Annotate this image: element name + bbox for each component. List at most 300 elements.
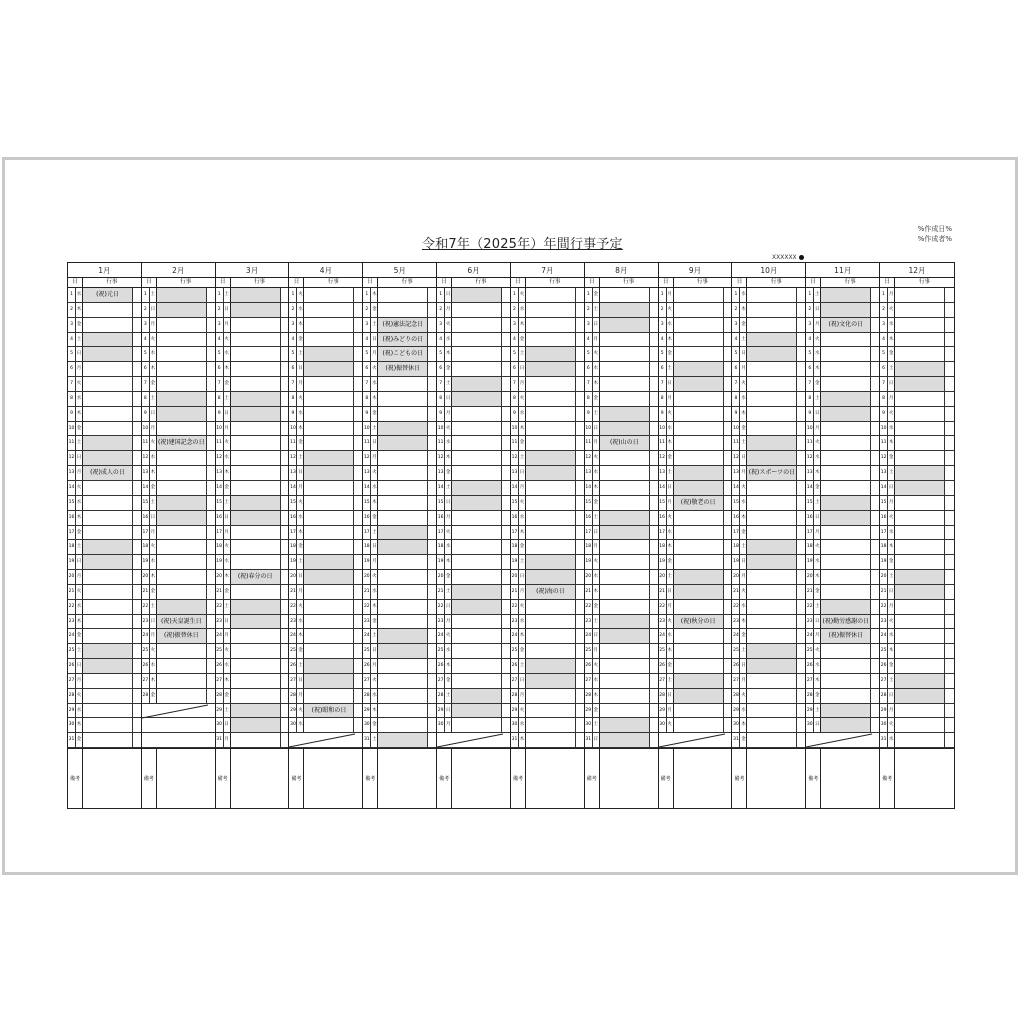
event-cell[interactable] xyxy=(895,644,945,658)
event-cell[interactable] xyxy=(895,674,945,688)
extra-cell[interactable] xyxy=(576,451,584,465)
event-cell[interactable] xyxy=(821,333,871,347)
event-cell[interactable] xyxy=(452,570,502,584)
extra-cell[interactable] xyxy=(797,407,805,421)
extra-cell[interactable] xyxy=(724,718,732,732)
event-cell[interactable] xyxy=(452,718,502,732)
event-cell[interactable] xyxy=(83,615,133,629)
extra-cell[interactable] xyxy=(207,511,215,525)
event-cell[interactable] xyxy=(378,585,428,599)
extra-cell[interactable] xyxy=(133,526,141,540)
event-cell[interactable] xyxy=(747,704,797,718)
extra-cell[interactable] xyxy=(428,451,436,465)
extra-cell[interactable] xyxy=(354,511,362,525)
event-cell[interactable]: (祝)山の日 xyxy=(600,436,650,450)
extra-cell[interactable] xyxy=(428,555,436,569)
event-cell[interactable] xyxy=(304,718,354,732)
extra-cell[interactable] xyxy=(207,451,215,465)
event-cell[interactable] xyxy=(452,674,502,688)
extra-cell[interactable] xyxy=(576,555,584,569)
extra-cell[interactable] xyxy=(650,526,658,540)
extra-cell[interactable] xyxy=(871,392,879,406)
event-cell[interactable] xyxy=(452,466,502,480)
event-cell[interactable] xyxy=(821,407,871,421)
event-cell[interactable] xyxy=(674,422,724,436)
event-cell[interactable] xyxy=(452,318,502,332)
extra-cell[interactable] xyxy=(281,704,289,718)
event-cell[interactable]: (祝)振替休日 xyxy=(378,362,428,376)
extra-cell[interactable] xyxy=(576,540,584,554)
event-cell[interactable] xyxy=(747,318,797,332)
extra-cell[interactable] xyxy=(871,718,879,732)
event-cell[interactable] xyxy=(895,392,945,406)
event-cell[interactable] xyxy=(674,718,724,732)
extra-cell[interactable] xyxy=(650,347,658,361)
event-cell[interactable] xyxy=(157,526,207,540)
event-cell[interactable] xyxy=(821,466,871,480)
event-cell[interactable] xyxy=(600,318,650,332)
extra-cell[interactable] xyxy=(650,511,658,525)
event-cell[interactable] xyxy=(895,511,945,525)
extra-cell[interactable] xyxy=(797,362,805,376)
extra-cell[interactable] xyxy=(133,629,141,643)
event-cell[interactable] xyxy=(674,333,724,347)
event-cell[interactable] xyxy=(674,347,724,361)
extra-cell[interactable] xyxy=(502,466,510,480)
extra-cell[interactable] xyxy=(133,362,141,376)
extra-cell[interactable] xyxy=(207,377,215,391)
event-cell[interactable] xyxy=(674,288,724,302)
event-cell[interactable] xyxy=(747,422,797,436)
event-cell[interactable] xyxy=(231,347,281,361)
event-cell[interactable] xyxy=(821,540,871,554)
extra-cell[interactable] xyxy=(724,422,732,436)
extra-cell[interactable] xyxy=(945,466,954,480)
event-cell[interactable] xyxy=(83,451,133,465)
extra-cell[interactable] xyxy=(797,288,805,302)
extra-cell[interactable] xyxy=(207,496,215,510)
extra-cell[interactable] xyxy=(354,333,362,347)
extra-cell[interactable] xyxy=(207,392,215,406)
event-cell[interactable] xyxy=(452,704,502,718)
extra-cell[interactable] xyxy=(428,303,436,317)
extra-cell[interactable] xyxy=(502,674,510,688)
event-cell[interactable] xyxy=(83,555,133,569)
event-cell[interactable] xyxy=(600,333,650,347)
extra-cell[interactable] xyxy=(428,659,436,673)
event-cell[interactable] xyxy=(674,629,724,643)
event-cell[interactable]: (祝)敬老の日 xyxy=(674,496,724,510)
event-cell[interactable] xyxy=(674,600,724,614)
event-cell[interactable] xyxy=(231,629,281,643)
event-cell[interactable] xyxy=(600,347,650,361)
event-cell[interactable] xyxy=(83,377,133,391)
extra-cell[interactable] xyxy=(724,704,732,718)
extra-cell[interactable] xyxy=(133,347,141,361)
extra-cell[interactable] xyxy=(945,481,954,495)
event-cell[interactable] xyxy=(452,511,502,525)
remarks-cell[interactable] xyxy=(304,749,362,808)
extra-cell[interactable] xyxy=(354,303,362,317)
extra-cell[interactable] xyxy=(281,540,289,554)
event-cell[interactable] xyxy=(600,689,650,703)
extra-cell[interactable] xyxy=(207,570,215,584)
extra-cell[interactable] xyxy=(650,303,658,317)
extra-cell[interactable] xyxy=(281,555,289,569)
event-cell[interactable] xyxy=(526,704,576,718)
event-cell[interactable] xyxy=(452,481,502,495)
event-cell[interactable] xyxy=(304,659,354,673)
extra-cell[interactable] xyxy=(724,333,732,347)
event-cell[interactable] xyxy=(821,526,871,540)
event-cell[interactable] xyxy=(157,333,207,347)
extra-cell[interactable] xyxy=(576,481,584,495)
event-cell[interactable]: (祝)憲法記念日 xyxy=(378,318,428,332)
event-cell[interactable] xyxy=(157,451,207,465)
extra-cell[interactable] xyxy=(207,629,215,643)
extra-cell[interactable] xyxy=(502,600,510,614)
event-cell[interactable] xyxy=(674,585,724,599)
event-cell[interactable] xyxy=(674,451,724,465)
remarks-cell[interactable] xyxy=(526,749,584,808)
extra-cell[interactable] xyxy=(281,347,289,361)
event-cell[interactable] xyxy=(526,555,576,569)
extra-cell[interactable] xyxy=(576,288,584,302)
extra-cell[interactable] xyxy=(650,466,658,480)
event-cell[interactable] xyxy=(452,451,502,465)
event-cell[interactable] xyxy=(83,674,133,688)
event-cell[interactable] xyxy=(747,600,797,614)
extra-cell[interactable] xyxy=(502,451,510,465)
event-cell[interactable] xyxy=(304,303,354,317)
extra-cell[interactable] xyxy=(428,629,436,643)
event-cell[interactable] xyxy=(378,704,428,718)
event-cell[interactable] xyxy=(452,644,502,658)
extra-cell[interactable] xyxy=(281,392,289,406)
event-cell[interactable] xyxy=(452,540,502,554)
event-cell[interactable] xyxy=(821,436,871,450)
event-cell[interactable] xyxy=(83,644,133,658)
event-cell[interactable] xyxy=(747,377,797,391)
event-cell[interactable] xyxy=(83,629,133,643)
extra-cell[interactable] xyxy=(428,436,436,450)
extra-cell[interactable] xyxy=(797,733,805,747)
event-cell[interactable] xyxy=(747,436,797,450)
extra-cell[interactable] xyxy=(724,496,732,510)
event-cell[interactable] xyxy=(821,585,871,599)
event-cell[interactable] xyxy=(231,318,281,332)
extra-cell[interactable] xyxy=(797,615,805,629)
extra-cell[interactable] xyxy=(502,704,510,718)
extra-cell[interactable] xyxy=(650,540,658,554)
event-cell[interactable] xyxy=(747,303,797,317)
extra-cell[interactable] xyxy=(576,362,584,376)
extra-cell[interactable] xyxy=(724,570,732,584)
event-cell[interactable] xyxy=(83,333,133,347)
extra-cell[interactable] xyxy=(797,689,805,703)
event-cell[interactable] xyxy=(83,436,133,450)
event-cell[interactable] xyxy=(83,659,133,673)
extra-cell[interactable] xyxy=(428,540,436,554)
extra-cell[interactable] xyxy=(354,585,362,599)
extra-cell[interactable] xyxy=(797,481,805,495)
event-cell[interactable] xyxy=(747,718,797,732)
event-cell[interactable] xyxy=(83,570,133,584)
event-cell[interactable] xyxy=(83,392,133,406)
extra-cell[interactable] xyxy=(133,422,141,436)
extra-cell[interactable] xyxy=(724,689,732,703)
event-cell[interactable] xyxy=(157,481,207,495)
event-cell[interactable] xyxy=(895,407,945,421)
extra-cell[interactable] xyxy=(502,436,510,450)
event-cell[interactable] xyxy=(821,718,871,732)
extra-cell[interactable] xyxy=(576,496,584,510)
event-cell[interactable] xyxy=(747,347,797,361)
event-cell[interactable] xyxy=(378,377,428,391)
event-cell[interactable] xyxy=(378,570,428,584)
event-cell[interactable] xyxy=(895,540,945,554)
extra-cell[interactable] xyxy=(281,288,289,302)
event-cell[interactable] xyxy=(674,540,724,554)
event-cell[interactable] xyxy=(378,644,428,658)
event-cell[interactable] xyxy=(747,392,797,406)
extra-cell[interactable] xyxy=(945,615,954,629)
event-cell[interactable] xyxy=(304,629,354,643)
event-cell[interactable] xyxy=(231,436,281,450)
event-cell[interactable] xyxy=(526,526,576,540)
extra-cell[interactable] xyxy=(724,555,732,569)
extra-cell[interactable] xyxy=(502,377,510,391)
extra-cell[interactable] xyxy=(133,407,141,421)
event-cell[interactable] xyxy=(378,303,428,317)
extra-cell[interactable] xyxy=(502,526,510,540)
extra-cell[interactable] xyxy=(576,629,584,643)
event-cell[interactable] xyxy=(747,570,797,584)
event-cell[interactable] xyxy=(526,362,576,376)
event-cell[interactable]: (祝)こどもの日 xyxy=(378,347,428,361)
event-cell[interactable] xyxy=(231,333,281,347)
event-cell[interactable] xyxy=(526,318,576,332)
event-cell[interactable] xyxy=(526,303,576,317)
event-cell[interactable] xyxy=(231,674,281,688)
extra-cell[interactable] xyxy=(650,674,658,688)
event-cell[interactable] xyxy=(231,615,281,629)
extra-cell[interactable] xyxy=(650,318,658,332)
event-cell[interactable] xyxy=(674,466,724,480)
event-cell[interactable] xyxy=(895,570,945,584)
extra-cell[interactable] xyxy=(797,303,805,317)
event-cell[interactable]: (祝)昭和の日 xyxy=(304,704,354,718)
event-cell[interactable] xyxy=(231,451,281,465)
event-cell[interactable] xyxy=(157,600,207,614)
extra-cell[interactable] xyxy=(281,659,289,673)
extra-cell[interactable] xyxy=(945,436,954,450)
extra-cell[interactable] xyxy=(797,496,805,510)
extra-cell[interactable] xyxy=(650,600,658,614)
extra-cell[interactable] xyxy=(797,555,805,569)
extra-cell[interactable] xyxy=(797,629,805,643)
extra-cell[interactable] xyxy=(871,615,879,629)
extra-cell[interactable] xyxy=(724,451,732,465)
event-cell[interactable] xyxy=(231,585,281,599)
event-cell[interactable] xyxy=(526,466,576,480)
event-cell[interactable] xyxy=(821,422,871,436)
extra-cell[interactable] xyxy=(724,659,732,673)
event-cell[interactable] xyxy=(747,362,797,376)
extra-cell[interactable] xyxy=(133,496,141,510)
extra-cell[interactable] xyxy=(871,629,879,643)
event-cell[interactable] xyxy=(674,377,724,391)
event-cell[interactable] xyxy=(600,377,650,391)
extra-cell[interactable] xyxy=(576,318,584,332)
event-cell[interactable] xyxy=(895,526,945,540)
extra-cell[interactable] xyxy=(428,377,436,391)
event-cell[interactable] xyxy=(895,481,945,495)
event-cell[interactable] xyxy=(526,511,576,525)
event-cell[interactable] xyxy=(83,407,133,421)
extra-cell[interactable] xyxy=(650,644,658,658)
event-cell[interactable] xyxy=(600,615,650,629)
extra-cell[interactable] xyxy=(354,600,362,614)
remarks-cell[interactable] xyxy=(83,749,141,808)
event-cell[interactable] xyxy=(304,392,354,406)
extra-cell[interactable] xyxy=(133,733,141,747)
extra-cell[interactable] xyxy=(502,422,510,436)
extra-cell[interactable] xyxy=(133,659,141,673)
event-cell[interactable] xyxy=(895,689,945,703)
event-cell[interactable] xyxy=(378,511,428,525)
event-cell[interactable] xyxy=(452,689,502,703)
extra-cell[interactable] xyxy=(871,496,879,510)
event-cell[interactable] xyxy=(674,555,724,569)
extra-cell[interactable] xyxy=(724,407,732,421)
event-cell[interactable] xyxy=(231,496,281,510)
extra-cell[interactable] xyxy=(207,288,215,302)
extra-cell[interactable] xyxy=(871,570,879,584)
extra-cell[interactable] xyxy=(797,659,805,673)
extra-cell[interactable] xyxy=(502,689,510,703)
event-cell[interactable] xyxy=(821,674,871,688)
extra-cell[interactable] xyxy=(502,585,510,599)
extra-cell[interactable] xyxy=(576,347,584,361)
event-cell[interactable] xyxy=(452,629,502,643)
event-cell[interactable] xyxy=(526,570,576,584)
extra-cell[interactable] xyxy=(871,436,879,450)
event-cell[interactable]: (祝)天皇誕生日 xyxy=(157,615,207,629)
extra-cell[interactable] xyxy=(428,570,436,584)
extra-cell[interactable] xyxy=(428,422,436,436)
extra-cell[interactable] xyxy=(133,333,141,347)
event-cell[interactable] xyxy=(378,733,428,747)
event-cell[interactable] xyxy=(83,689,133,703)
extra-cell[interactable] xyxy=(281,377,289,391)
extra-cell[interactable] xyxy=(871,362,879,376)
event-cell[interactable] xyxy=(747,288,797,302)
event-cell[interactable]: (祝)振替休日 xyxy=(157,629,207,643)
extra-cell[interactable] xyxy=(871,511,879,525)
extra-cell[interactable] xyxy=(724,629,732,643)
extra-cell[interactable] xyxy=(354,718,362,732)
event-cell[interactable] xyxy=(674,436,724,450)
event-cell[interactable] xyxy=(304,496,354,510)
extra-cell[interactable] xyxy=(650,481,658,495)
extra-cell[interactable] xyxy=(207,674,215,688)
extra-cell[interactable] xyxy=(502,644,510,658)
event-cell[interactable]: (祝)みどりの日 xyxy=(378,333,428,347)
extra-cell[interactable] xyxy=(945,570,954,584)
event-cell[interactable] xyxy=(895,451,945,465)
event-cell[interactable] xyxy=(231,303,281,317)
extra-cell[interactable] xyxy=(428,615,436,629)
extra-cell[interactable] xyxy=(428,526,436,540)
extra-cell[interactable] xyxy=(207,466,215,480)
event-cell[interactable] xyxy=(821,511,871,525)
extra-cell[interactable] xyxy=(281,629,289,643)
extra-cell[interactable] xyxy=(797,511,805,525)
extra-cell[interactable] xyxy=(502,318,510,332)
event-cell[interactable] xyxy=(231,481,281,495)
extra-cell[interactable] xyxy=(576,392,584,406)
extra-cell[interactable] xyxy=(797,436,805,450)
extra-cell[interactable] xyxy=(354,704,362,718)
remarks-cell[interactable] xyxy=(452,749,510,808)
event-cell[interactable]: (祝)文化の日 xyxy=(821,318,871,332)
extra-cell[interactable] xyxy=(281,570,289,584)
event-cell[interactable] xyxy=(600,704,650,718)
event-cell[interactable] xyxy=(157,659,207,673)
extra-cell[interactable] xyxy=(724,674,732,688)
extra-cell[interactable] xyxy=(428,644,436,658)
extra-cell[interactable] xyxy=(354,392,362,406)
event-cell[interactable] xyxy=(378,288,428,302)
event-cell[interactable] xyxy=(600,481,650,495)
extra-cell[interactable] xyxy=(797,347,805,361)
event-cell[interactable] xyxy=(378,436,428,450)
event-cell[interactable] xyxy=(157,570,207,584)
event-cell[interactable] xyxy=(231,733,281,747)
event-cell[interactable] xyxy=(821,600,871,614)
event-cell[interactable] xyxy=(83,422,133,436)
extra-cell[interactable] xyxy=(281,407,289,421)
extra-cell[interactable] xyxy=(797,585,805,599)
event-cell[interactable] xyxy=(526,392,576,406)
event-cell[interactable] xyxy=(378,689,428,703)
event-cell[interactable] xyxy=(83,481,133,495)
extra-cell[interactable] xyxy=(281,644,289,658)
extra-cell[interactable] xyxy=(871,481,879,495)
extra-cell[interactable] xyxy=(650,422,658,436)
extra-cell[interactable] xyxy=(871,347,879,361)
event-cell[interactable] xyxy=(747,451,797,465)
extra-cell[interactable] xyxy=(428,288,436,302)
extra-cell[interactable] xyxy=(724,392,732,406)
extra-cell[interactable] xyxy=(133,436,141,450)
extra-cell[interactable] xyxy=(650,704,658,718)
extra-cell[interactable] xyxy=(945,377,954,391)
event-cell[interactable] xyxy=(674,689,724,703)
event-cell[interactable] xyxy=(83,318,133,332)
extra-cell[interactable] xyxy=(871,600,879,614)
extra-cell[interactable] xyxy=(428,466,436,480)
event-cell[interactable] xyxy=(304,288,354,302)
event-cell[interactable] xyxy=(674,318,724,332)
extra-cell[interactable] xyxy=(945,629,954,643)
extra-cell[interactable] xyxy=(281,333,289,347)
event-cell[interactable] xyxy=(674,481,724,495)
extra-cell[interactable] xyxy=(281,303,289,317)
extra-cell[interactable] xyxy=(502,555,510,569)
extra-cell[interactable] xyxy=(354,570,362,584)
